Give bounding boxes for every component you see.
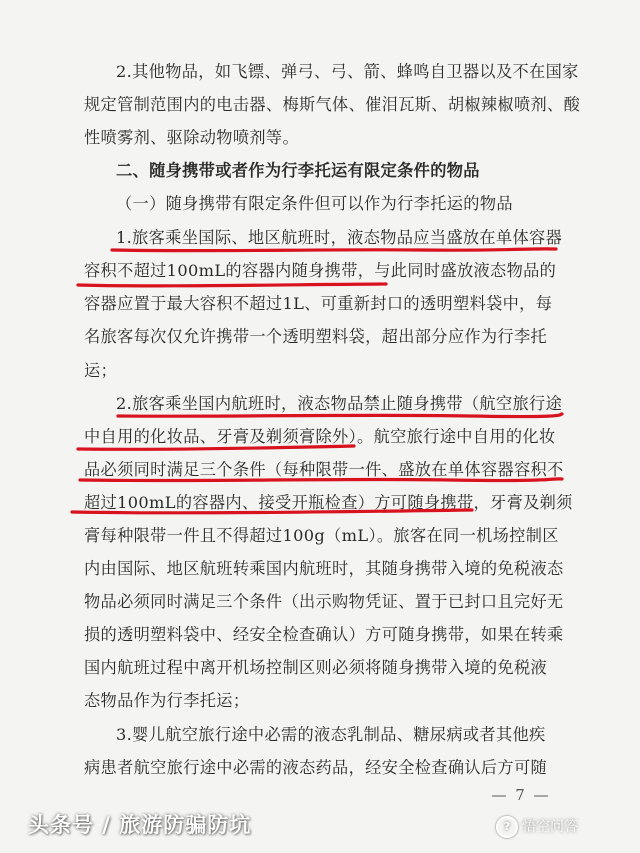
- underline-mark-2: [78, 284, 386, 286]
- text-line-2: 规定管制范围内的电击器、梅斯气体、催泪瓦斯、胡椒辣椒喷剂、酸: [84, 95, 581, 114]
- text-line-16: 内由国际、地区航班转乘国内航班时，其随身携带入境的免税液态: [84, 559, 564, 578]
- wukong-logo-icon: ?: [496, 816, 518, 838]
- text-line-7: 容积不超过100mL的容器内随身携带，与此同时盛放液态物品的: [84, 261, 557, 280]
- text-line-22: 病患者航空旅行途中必需的液态药品，经安全检查确认后方可随: [84, 758, 548, 777]
- text-line-10: 运；: [84, 361, 118, 380]
- text-line-20: 态物品作为行李托运；: [84, 691, 250, 710]
- text-line-9: 名旅客每次仅允许携带一个透明塑料袋，超出部分应作为行李托: [84, 327, 548, 346]
- section-heading: 二、随身携带或者作为行李托运有限定条件的物品: [116, 161, 480, 180]
- text-line-19: 国内航班过程中离开机场控制区则必须将随身携带入境的免税液: [84, 658, 548, 677]
- source-watermark: 头条号 / 旅游防骗防坑: [28, 813, 252, 837]
- text-line-3: 性喷雾剂、驱除动物喷剂等。: [84, 128, 299, 147]
- text-line-13: 品必须同时满足三个条件（每种限带一件、盛放在单体容器容积不: [84, 460, 564, 479]
- underline-mark-3: [118, 414, 562, 417]
- text-line-15: 膏每种限带一件且不得超过100g（mL）。旅客在同一机场控制区: [84, 526, 559, 545]
- underline-mark-1: [112, 249, 556, 251]
- text-line-18: 损的透明塑料袋中、经安全检查确认）方可随身携带，如果在转乘: [84, 625, 564, 644]
- text-line-6: 1.旅客乘坐国际、地区航班时，液态物品应当盛放在单体容器: [116, 228, 563, 247]
- brand-watermark-text: 悟空问答: [522, 819, 578, 835]
- text-line-8: 容器应置于最大容积不超过1L、可重新封口的透明塑料袋中，每: [84, 294, 553, 313]
- subsection-heading: （一）随身携带有限定条件但可以作为行李托运的物品: [116, 194, 513, 213]
- text-line-1: 2.其他物品，如飞镖、弹弓、弓、箭、蜂鸣自卫器以及不在国家: [116, 62, 579, 81]
- page-number: — 7 —: [491, 786, 551, 804]
- text-line-12: 中自用的化妆品、牙膏及剃须膏除外）。航空旅行途中自用的化妆: [84, 427, 556, 446]
- text-line-14: 超过100mL的容器内、接受开瓶检查）方可随身携带，牙膏及剃须: [84, 493, 573, 512]
- text-line-11: 2.旅客乘坐国内航班时，液态物品禁止随身携带（航空旅行途: [116, 394, 563, 413]
- text-line-17: 物品必须同时满足三个条件（出示购物凭证、置于已封口且完好无: [84, 592, 564, 611]
- text-line-21: 3.婴儿航空旅行途中必需的液态乳制品、糖尿病或者其他疾: [116, 725, 546, 744]
- brand-watermark: [496, 812, 578, 842]
